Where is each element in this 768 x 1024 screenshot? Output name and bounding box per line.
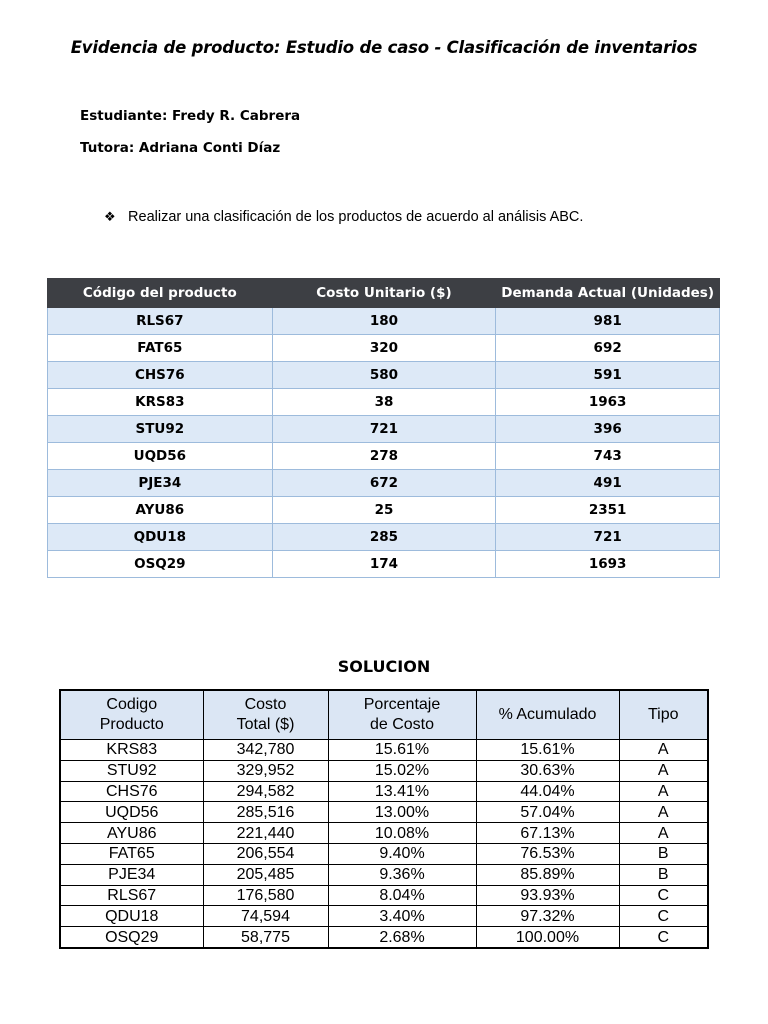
cell-product-code: UQD56 <box>60 802 203 823</box>
table-row <box>60 740 708 761</box>
cell-cost-percent: 13.00% <box>328 802 476 823</box>
cell-cost-percent: 10.08% <box>328 823 476 844</box>
table-row <box>60 906 708 927</box>
cell-type: A <box>619 781 708 802</box>
cell-type: B <box>619 843 708 864</box>
column-header-cumulative <box>476 690 619 740</box>
cell-cumulative: 44.04% <box>476 781 619 802</box>
table-row <box>48 308 720 335</box>
cell-type: A <box>619 823 708 844</box>
cell-product-code: OSQ29 <box>60 927 203 948</box>
table-row <box>60 927 708 948</box>
cell-code: QDU18 <box>48 524 273 551</box>
student-name: Estudiante: Fredy R. Cabrera <box>80 108 301 124</box>
column-header-type <box>619 690 708 740</box>
cell-product-code: KRS83 <box>60 740 203 761</box>
header-line: Producto <box>99 716 164 733</box>
cell-cumulative: 93.93% <box>476 885 619 906</box>
cell-cumulative: 30.63% <box>476 760 619 781</box>
cell-demand: 981 <box>496 308 720 335</box>
cell-cumulative: 76.53% <box>476 843 619 864</box>
table-row <box>48 335 720 362</box>
cell-code: CHS76 <box>48 362 273 389</box>
products-table-body <box>48 308 720 578</box>
cell-total-cost: 329,952 <box>203 760 328 781</box>
column-header-cost-percent <box>328 690 476 740</box>
instruction-text: Realizar una clasificación de los productos de acuerdo al análisis ABC. <box>128 209 584 225</box>
cell-unit-cost: 580 <box>272 362 496 389</box>
header-line: % Acumulado <box>498 706 597 723</box>
cell-unit-cost: 285 <box>272 524 496 551</box>
table-row <box>60 843 708 864</box>
cell-product-code: RLS67 <box>60 885 203 906</box>
cell-unit-cost: 180 <box>272 308 496 335</box>
header-line: de Costo <box>369 716 435 733</box>
cell-cost-percent: 15.61% <box>328 740 476 761</box>
table-row <box>60 802 708 823</box>
cell-code: STU92 <box>48 416 273 443</box>
table-header-row <box>48 279 720 308</box>
solution-header-row <box>60 690 708 740</box>
cell-cumulative: 100.00% <box>476 927 619 948</box>
document-title: Evidencia de producto: Estudio de caso - Clasificación de inventarios <box>70 38 698 57</box>
products-table <box>47 278 720 578</box>
cell-type: C <box>619 906 708 927</box>
cell-type: C <box>619 927 708 948</box>
cell-cost-percent: 15.02% <box>328 760 476 781</box>
cell-cost-percent: 8.04% <box>328 885 476 906</box>
cell-cumulative: 97.32% <box>476 906 619 927</box>
instruction-bullet <box>104 209 583 225</box>
cell-demand: 2351 <box>496 497 720 524</box>
table-row <box>48 443 720 470</box>
cell-total-cost: 176,580 <box>203 885 328 906</box>
header-line: Codigo <box>106 696 158 713</box>
cell-total-cost: 221,440 <box>203 823 328 844</box>
cell-demand: 491 <box>496 470 720 497</box>
cell-demand: 591 <box>496 362 720 389</box>
table-row <box>48 524 720 551</box>
cell-cost-percent: 9.40% <box>328 843 476 864</box>
cell-product-code: AYU86 <box>60 823 203 844</box>
cell-cumulative: 67.13% <box>476 823 619 844</box>
cell-product-code: FAT65 <box>60 843 203 864</box>
cell-cost-percent: 13.41% <box>328 781 476 802</box>
table-row <box>48 551 720 578</box>
cell-total-cost: 285,516 <box>203 802 328 823</box>
table-row <box>48 362 720 389</box>
cell-demand: 1693 <box>496 551 720 578</box>
header-line: Costo <box>244 696 287 713</box>
table-row <box>48 470 720 497</box>
table-row <box>60 885 708 906</box>
cell-product-code: STU92 <box>60 760 203 781</box>
solution-table <box>59 689 709 949</box>
cell-demand: 743 <box>496 443 720 470</box>
table-row <box>48 389 720 416</box>
cell-unit-cost: 721 <box>272 416 496 443</box>
cell-unit-cost: 672 <box>272 470 496 497</box>
header-line: Tipo <box>647 706 679 723</box>
cell-unit-cost: 278 <box>272 443 496 470</box>
diamond-bullet-icon: ❖ <box>104 209 116 224</box>
cell-total-cost: 58,775 <box>203 927 328 948</box>
cell-code: FAT65 <box>48 335 273 362</box>
solution-title: SOLUCION <box>337 657 431 676</box>
cell-cumulative: 85.89% <box>476 864 619 885</box>
cell-cost-percent: 9.36% <box>328 864 476 885</box>
cell-unit-cost: 38 <box>272 389 496 416</box>
cell-demand: 721 <box>496 524 720 551</box>
cell-product-code: CHS76 <box>60 781 203 802</box>
cell-total-cost: 294,582 <box>203 781 328 802</box>
cell-demand: 396 <box>496 416 720 443</box>
column-header-unit-cost: Costo Unitario ($) <box>272 279 496 308</box>
tutor-name: Tutora: Adriana Conti Díaz <box>80 140 281 156</box>
column-header-total-cost <box>203 690 328 740</box>
cell-cumulative: 15.61% <box>476 740 619 761</box>
cell-type: B <box>619 864 708 885</box>
table-row <box>48 497 720 524</box>
cell-code: RLS67 <box>48 308 273 335</box>
header-line: Porcentaje <box>363 696 441 713</box>
cell-unit-cost: 25 <box>272 497 496 524</box>
cell-total-cost: 205,485 <box>203 864 328 885</box>
table-row <box>48 416 720 443</box>
cell-product-code: QDU18 <box>60 906 203 927</box>
cell-type: A <box>619 802 708 823</box>
cell-unit-cost: 320 <box>272 335 496 362</box>
cell-cost-percent: 2.68% <box>328 927 476 948</box>
table-row <box>60 760 708 781</box>
cell-cost-percent: 3.40% <box>328 906 476 927</box>
cell-demand: 1963 <box>496 389 720 416</box>
header-line: Total ($) <box>236 716 295 733</box>
cell-unit-cost: 174 <box>272 551 496 578</box>
cell-demand: 692 <box>496 335 720 362</box>
cell-total-cost: 206,554 <box>203 843 328 864</box>
cell-code: OSQ29 <box>48 551 273 578</box>
column-header-product-code <box>60 690 203 740</box>
cell-code: UQD56 <box>48 443 273 470</box>
column-header-demand: Demanda Actual (Unidades) <box>496 279 720 308</box>
cell-type: A <box>619 740 708 761</box>
cell-type: A <box>619 760 708 781</box>
cell-total-cost: 74,594 <box>203 906 328 927</box>
table-row <box>60 781 708 802</box>
cell-code: AYU86 <box>48 497 273 524</box>
cell-code: PJE34 <box>48 470 273 497</box>
table-row <box>60 823 708 844</box>
column-header-code: Código del producto <box>48 279 273 308</box>
cell-code: KRS83 <box>48 389 273 416</box>
cell-product-code: PJE34 <box>60 864 203 885</box>
cell-type: C <box>619 885 708 906</box>
table-row <box>60 864 708 885</box>
solution-table-body <box>60 740 708 948</box>
cell-cumulative: 57.04% <box>476 802 619 823</box>
cell-total-cost: 342,780 <box>203 740 328 761</box>
